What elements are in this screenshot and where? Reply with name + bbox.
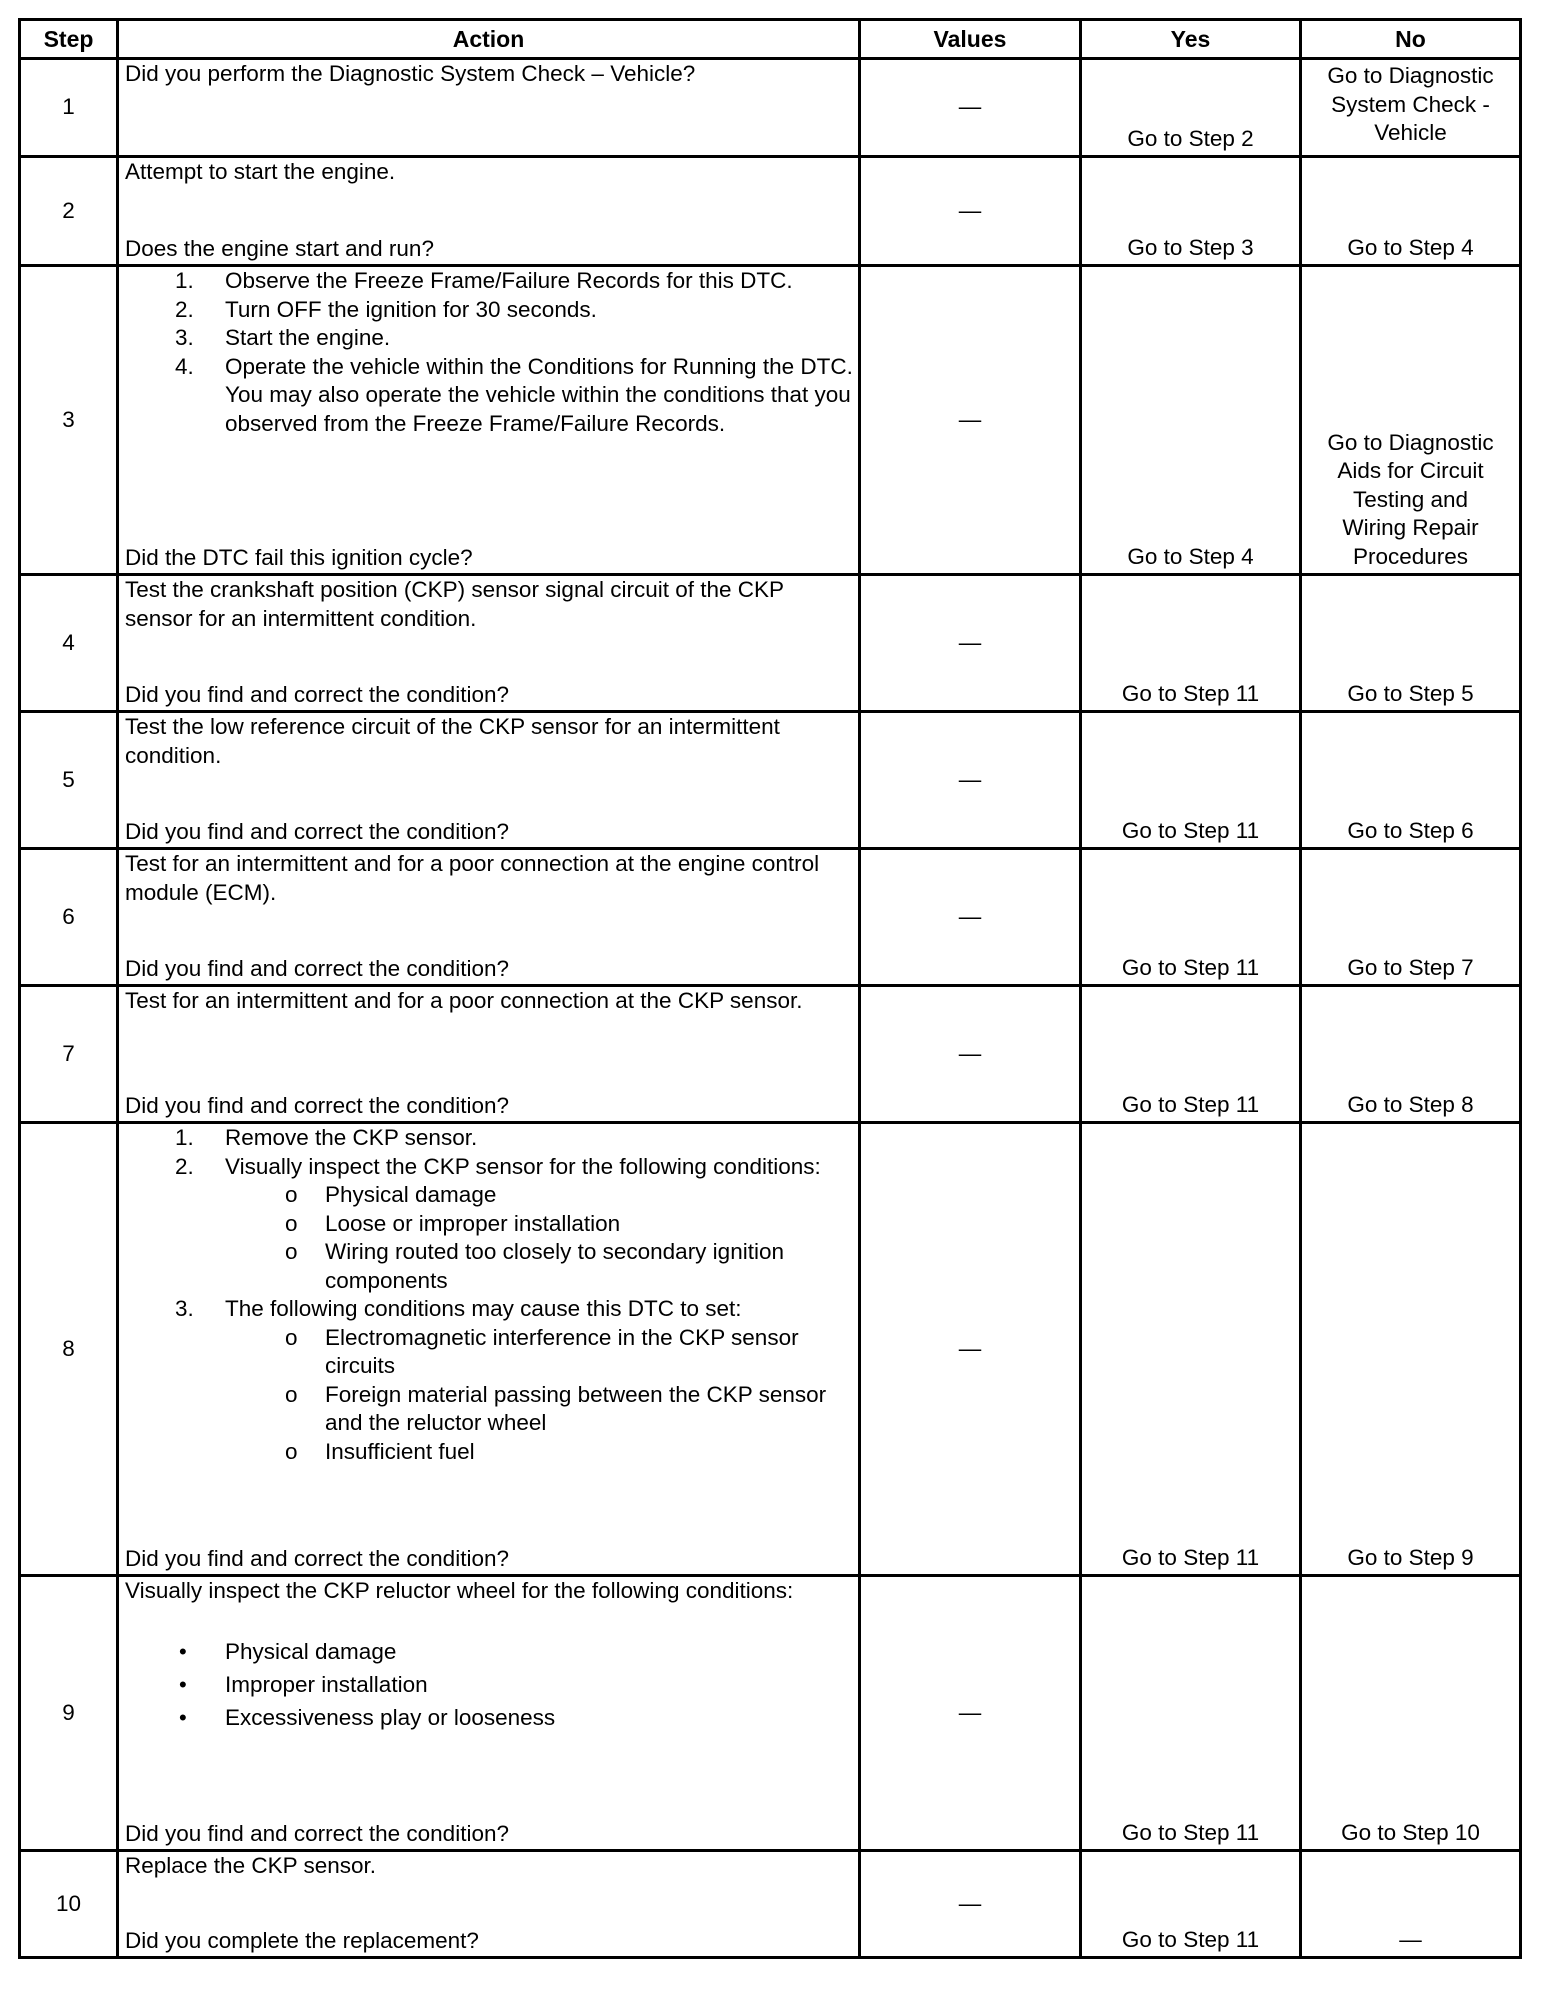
no-cell: Go to Step 4: [1301, 157, 1521, 266]
action-text: Replace the CKP sensor.: [125, 1853, 376, 1878]
action-cell: [118, 986, 860, 1123]
step-number: 10: [20, 1851, 118, 1958]
values-cell: —: [860, 986, 1081, 1123]
values-cell: —: [860, 1576, 1081, 1851]
yes-cell: Go to Step 11: [1081, 712, 1301, 849]
step-number: 2: [20, 157, 118, 266]
sub-list-item: o Physical damage: [285, 1182, 497, 1207]
procedure-list: [125, 267, 854, 438]
action-question: Did the DTC fail this ignition cycle?: [125, 544, 473, 570]
list-item: • Improper installation: [179, 1671, 428, 1697]
values-cell: —: [860, 712, 1081, 849]
action-question: Did you complete the replacement?: [125, 1927, 479, 1953]
action-question: Did you find and correct the condition?: [125, 955, 509, 981]
values-cell: —: [860, 849, 1081, 986]
action-question: Did you find and correct the condition?: [125, 1092, 509, 1118]
values-cell: —: [860, 1851, 1081, 1958]
sub-list-item: o Wiring routed too closely to secondary ignition components: [285, 1239, 784, 1293]
action-cell: [118, 266, 860, 575]
action-text: Test for an intermittent and for a poor connection at the CKP sensor.: [125, 988, 803, 1013]
no-cell: —: [1301, 1851, 1521, 1958]
list-item: 3. The following conditions may cause this DTC to set: o Electromagnetic interference in the CKP sensor circuits o Foreign material passing between the CKP sensor and the reluctor wheel o Insufficient fuel: [125, 1295, 854, 1466]
no-cell: [1301, 266, 1521, 575]
values-cell: —: [860, 1123, 1081, 1576]
table-row: [20, 1851, 1521, 1958]
sub-list-item: o Loose or improper installation: [285, 1210, 621, 1236]
yes-cell: Go to Step 2: [1081, 59, 1301, 157]
action-question: Did you find and correct the condition?: [125, 1545, 509, 1571]
no-cell: Go to Step 6: [1301, 712, 1521, 849]
no-cell: Go to Step 7: [1301, 849, 1521, 986]
step-number: 1: [20, 59, 118, 157]
action-cell: [118, 59, 860, 157]
header-values: Values: [860, 20, 1081, 59]
table-row: [20, 712, 1521, 849]
step-number: 3: [20, 266, 118, 575]
action-question: Did you find and correct the condition?: [125, 818, 509, 844]
list-item: 2. Visually inspect the CKP sensor for the following conditions: o Physical damage o Loose or improper installation o Wiring routed too closely to secondary ignition components: [125, 1153, 854, 1296]
procedure-list: [125, 1124, 854, 1466]
action-cell: [118, 1851, 860, 1958]
values-cell: —: [860, 266, 1081, 575]
sub-list-item: o Insufficient fuel: [285, 1438, 475, 1464]
list-item: • Excessiveness play or looseness: [179, 1704, 556, 1730]
step-number: 5: [20, 712, 118, 849]
yes-cell: Go to Step 3: [1081, 157, 1301, 266]
table-row: [20, 1576, 1521, 1851]
table-row: [20, 986, 1521, 1123]
header-yes: Yes: [1081, 20, 1301, 59]
table-row: [20, 849, 1521, 986]
header-step: Step: [20, 20, 118, 59]
action-cell: [118, 712, 860, 849]
table-row: [20, 157, 1521, 266]
step-number: 7: [20, 986, 118, 1123]
no-cell: Go to Step 5: [1301, 575, 1521, 712]
action-question: Does the engine start and run?: [125, 235, 434, 261]
list-item: 1. Observe the Freeze Frame/Failure Records for this DTC.: [175, 268, 793, 293]
sub-list-item: o Foreign material passing between the CKP sensor and the reluctor wheel: [285, 1381, 827, 1435]
table-row: [20, 266, 1521, 575]
header-action: Action: [118, 20, 860, 59]
action-text: Test the low reference circuit of the CKP sensor for an intermittent condition.: [125, 714, 780, 768]
step-number: 8: [20, 1123, 118, 1576]
no-cell: Go to Step 10: [1301, 1576, 1521, 1851]
bullet-list: [125, 1638, 854, 1737]
header-no: No: [1301, 20, 1521, 59]
yes-cell: Go to Step 11: [1081, 1123, 1301, 1576]
list-item: 1. Remove the CKP sensor.: [175, 1125, 478, 1150]
action-cell: [118, 849, 860, 986]
action-text: Visually inspect the CKP reluctor wheel for the following conditions:: [125, 1578, 794, 1603]
table-row: [20, 59, 1521, 157]
action-text: Test the crankshaft position (CKP) sensor signal circuit of the CKP sensor for an intermittent condition.: [125, 577, 784, 631]
yes-cell: Go to Step 11: [1081, 849, 1301, 986]
action-cell: [118, 1576, 860, 1851]
no-text: Go to Diagnostic System Check - Vehicle: [1327, 63, 1494, 145]
header-row: [20, 20, 1521, 59]
sub-list-item: o Electromagnetic interference in the CKP sensor circuits: [285, 1324, 799, 1378]
step-number: 9: [20, 1576, 118, 1851]
action-cell: [118, 157, 860, 266]
action-cell: [118, 1123, 860, 1576]
table-row: [20, 575, 1521, 712]
yes-cell: Go to Step 11: [1081, 575, 1301, 712]
no-cell: Go to Step 8: [1301, 986, 1521, 1123]
no-text: Go to Diagnostic Aids for Circuit Testing and Wiring Repair Procedures: [1327, 429, 1494, 569]
no-cell: Go to Step 9: [1301, 1123, 1521, 1576]
step-number: 4: [20, 575, 118, 712]
yes-cell: Go to Step 11: [1081, 986, 1301, 1123]
list-item: • Physical damage: [179, 1638, 397, 1664]
values-cell: —: [860, 157, 1081, 266]
values-cell: —: [860, 575, 1081, 712]
action-text: Did you perform the Diagnostic System Check – Vehicle?: [125, 61, 696, 86]
yes-cell: Go to Step 4: [1081, 266, 1301, 575]
list-item: 3. Start the engine.: [175, 325, 391, 350]
action-cell: [118, 575, 860, 712]
action-question: Did you find and correct the condition?: [125, 681, 509, 707]
list-item: 2. Turn OFF the ignition for 30 seconds.: [175, 296, 597, 322]
diagnostic-table: [18, 18, 1522, 1959]
table-row: [20, 1123, 1521, 1576]
yes-cell: Go to Step 11: [1081, 1576, 1301, 1851]
action-question: Did you find and correct the condition?: [125, 1820, 509, 1846]
list-item: 4. Operate the vehicle within the Conditions for Running the DTC. You may also operate the vehicle within the conditions that you observed from the Freeze Frame/Failure Records.: [175, 353, 853, 436]
step-number: 6: [20, 849, 118, 986]
values-cell: —: [860, 59, 1081, 157]
no-cell: [1301, 59, 1521, 157]
action-text: Attempt to start the engine.: [125, 159, 396, 184]
action-text: Test for an intermittent and for a poor connection at the engine control module (ECM).: [125, 851, 820, 905]
yes-cell: Go to Step 11: [1081, 1851, 1301, 1958]
